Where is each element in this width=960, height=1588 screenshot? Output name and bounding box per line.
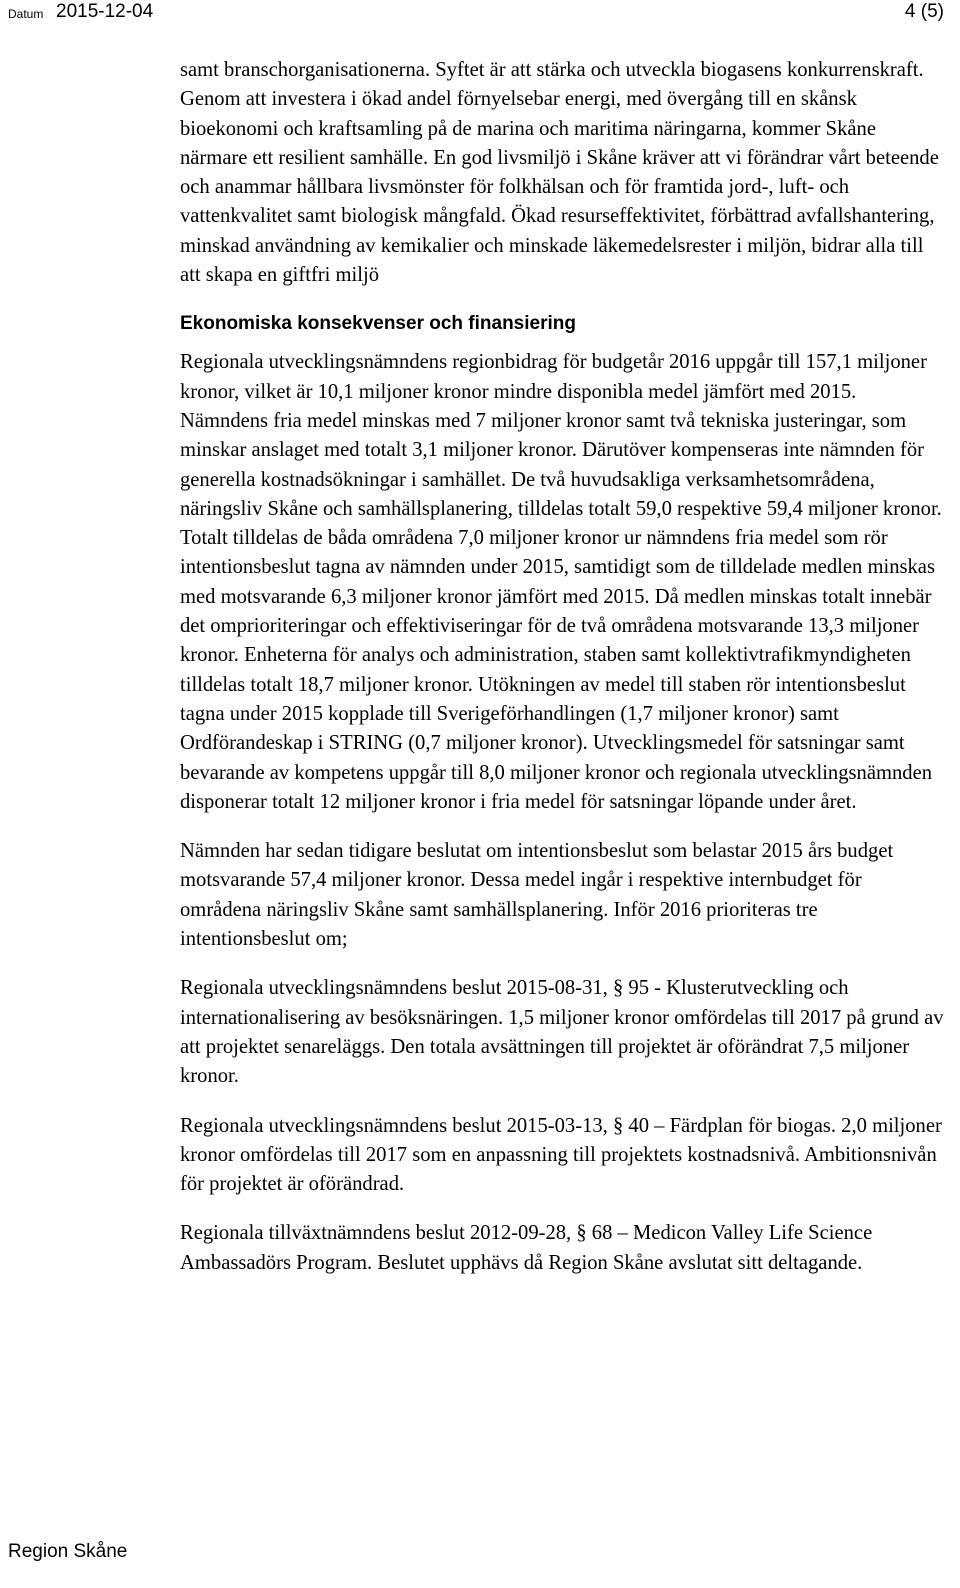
decision-paragraph-medicon: Regionala tillväxtnämndens beslut 2012-09-28, § 68 – Medicon Valley Life Science Ambassadörs Program. Beslutet upphävs då Region Skåne avslutat sitt deltagande. <box>180 1222 873 1274</box>
decision-paragraph-biogas: Regionala utvecklingsnämndens beslut 2015-03-13, § 40 – Färdplan för biogas. 2,0 miljoner kronor omfördelas till 2017 som en anpassning till projektets kostnadsnivå. Ambitionsnivån för projektet är oförändrad. <box>180 1114 942 1196</box>
budget-paragraph: Regionala utvecklingsnämndens regionbidrag för budgetår 2016 uppgår till 157,1 miljoner kronor, vilket är 10,1 miljoner kronor mindre disponibla medel jämfört med 2015. Nämndens fria medel minskas med 7 miljoner kronor samt två tekniska justeringar, som minskar anslaget med totalt 3,1 miljoner kronor. Därutöver kompenseras inte nämnden för generella kostnadsökningar i samhället. De två huvudsakliga verksamhetsområdena, näringsliv Skåne och samhällsplanering, tilldelas totalt 59,0 respektive 59,4 miljoner kronor. Totalt tilldelas de båda områdena 7,0 miljoner kronor ur nämndens fria medel som rör intentionsbeslut tagna av nämnden under 2015, samtidigt som de tilldelade medlen minskas med motsvarande 6,3 miljoner kronor jämfört med 2015. Då medlen minskas totalt innebär det omprioriteringar och effektiviseringar för de två områdena motsvarande 13,3 miljoner kronor. Enheterna för analys och administration, staben samt kollektivtrafikmyndigheten tilldelas totalt 18,7 miljoner kronor. Utökningen av medel till staben rör intentionsbeslut tagna under 2015 kopplade till Sverigeförhandlingen (1,7 miljoner kronor) samt Ordförandeskap i STRING (0,7 miljoner kronor). Utvecklingsmedel för satsningar samt bevarande av kompetens uppgår till 8,0 miljoner kronor och regionala utvecklingsnämnden disponerar totalt 12 miljoner kronor i fria medel för satsningar löpande under året. <box>180 351 942 813</box>
intention-decisions-paragraph: Nämnden har sedan tidigare beslutat om intentionsbeslut som belastar 2015 års budget motsvarande 57,4 miljoner kronor. Dessa medel ingår i respektive internbudget för områdena näringsliv Skåne samt samhällsplanering. Inför 2016 prioriteras tre intentionsbeslut om; <box>180 840 894 951</box>
page-number: 4 (5) <box>904 1 944 22</box>
decision-paragraph-cluster: Regionala utvecklingsnämndens beslut 2015-08-31, § 95 - Klusterutveckling och internationalisering av besöksnäringen. 1,5 miljoner kronor omfördelas till 2017 på grund av att projektet senareläggs. Den totala avsättningen till projektet är oförändrat 7,5 miljoner kronor. <box>180 977 944 1088</box>
document-body <box>180 56 946 1278</box>
section-heading: Ekonomiska konsekvenser och finansiering <box>180 313 576 335</box>
page-header <box>0 0 960 32</box>
date-label: Datum <box>8 7 44 21</box>
intro-paragraph: samt branschorganisationerna. Syftet är att stärka och utveckla biogasens konkurrenskraft. Genom att investera i ökad andel förnyelsebar energi, med övergång till en skånsk bioekonomi och kraftsamling på de marina och maritima näringarna, kommer Skåne närmare ett resilient samhälle. En god livsmiljö i Skåne kräver att vi förändrar vårt beteende och anammar hållbara livsmönster för folkhälsan och för framtida jord-, luft- och vattenkvalitet samt biologisk mångfald. Ökad resurseffektivitet, förbättrad avfallshantering, minskad användning av kemikalier och minskade läkemedelsrester i miljön, bidrar alla till att skapa en giftfri miljö <box>180 59 939 287</box>
document-date: 2015-12-04 <box>56 1 154 22</box>
footer-organization: Region Skåne <box>8 1541 128 1562</box>
